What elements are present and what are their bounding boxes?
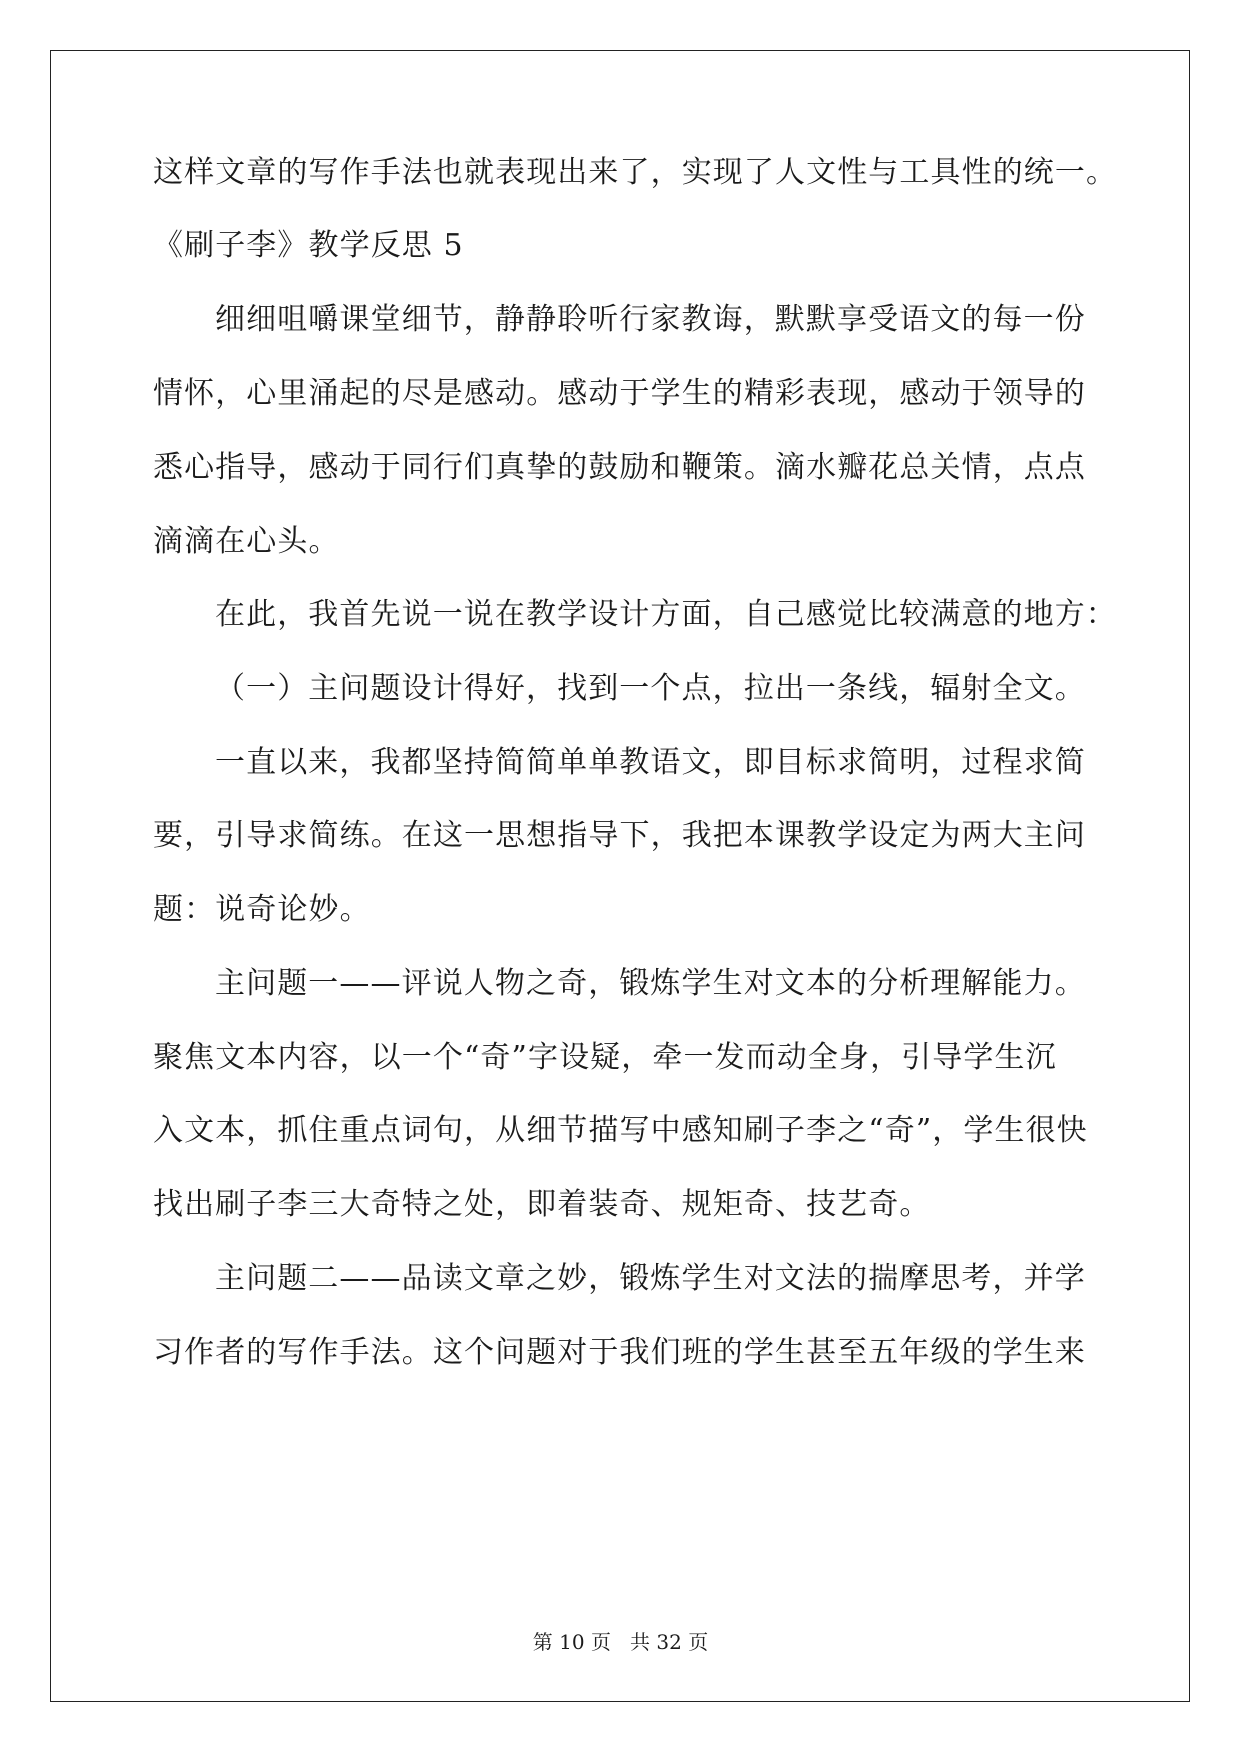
text-line: 滴滴在心头。 (153, 524, 340, 559)
text-line: 主问题一——评说人物之奇，锻炼学生对文本的分析理解能力。 (215, 966, 1086, 1001)
text-line: 情怀，心里涌起的尽是感动。感动于学生的精彩表现，感动于领导的 (153, 376, 1086, 411)
text-line: 要，引导求简练。在这一思想指导下，我把本课教学设定为两大主问 (153, 818, 1086, 853)
page-border (50, 50, 1190, 1702)
text-line: 找出刷子李三大奇特之处，即着装奇、规矩奇、技艺奇。 (153, 1187, 931, 1222)
text-line: 一直以来，我都坚持简简单单教语文，即目标求简明，过程求简 (215, 745, 1086, 780)
text-line: 细细咀嚼课堂细节，静静聆听行家教诲，默默享受语文的每一份 (215, 302, 1086, 337)
text-line: 习作者的写作手法。这个问题对于我们班的学生甚至五年级的学生来 (153, 1335, 1086, 1370)
section-heading: 《刷子李》教学反思 5 (153, 228, 464, 263)
text-line: 题：说奇论妙。 (153, 892, 371, 927)
page-number: 第 10 页 共 32 页 (532, 1630, 709, 1654)
text-line: （一）主问题设计得好，找到一个点，拉出一条线，辐射全文。 (215, 671, 1086, 706)
text-line: 入文本，抓住重点词句，从细节描写中感知刷子李之“奇”，学生很快 (153, 1113, 1088, 1148)
text-line: 在此，我首先说一说在教学设计方面，自己感觉比较满意的地方： (215, 597, 1117, 632)
text-line: 聚焦文本内容，以一个“奇”字设疑，牵一发而动全身，引导学生沉 (153, 1040, 1057, 1075)
text-line: 这样文章的写作手法也就表现出来了，实现了人文性与工具性的统一。 (153, 155, 1118, 190)
text-line: 悉心指导，感动于同行们真挚的鼓励和鞭策。滴水瓣花总关情，点点 (153, 450, 1086, 485)
text-line: 主问题二——品读文章之妙，锻炼学生对文法的揣摩思考，并学 (215, 1261, 1086, 1296)
